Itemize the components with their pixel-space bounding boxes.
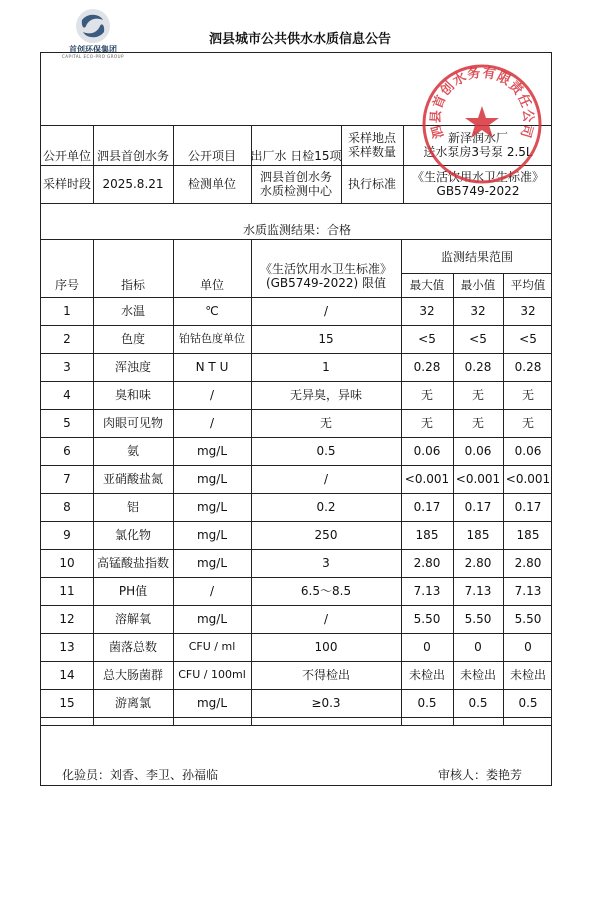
row-indicator: 亚硝酸盐氮 [102, 472, 163, 486]
row-avg: 7.13 [514, 584, 542, 598]
header-unit: 单位 [199, 278, 224, 292]
testing-unit [251, 165, 341, 203]
publisher-value: 泗县首创水务 [96, 149, 169, 163]
row-indicator: 高锰酸盐指数 [96, 556, 169, 570]
row-unit: / [209, 584, 215, 598]
org-name-en: CAPITAL ECO-PRO GROUP [62, 54, 124, 59]
row-avg: 未检出 [509, 668, 546, 682]
row-avg: 2.80 [514, 556, 542, 570]
row-avg: 0 [524, 640, 532, 654]
row-indicator: 浑浊度 [114, 360, 151, 374]
official-seal [418, 60, 546, 188]
result-summary: 水质监测结果：合格 [242, 223, 351, 237]
row-indicator: 色度 [120, 332, 145, 346]
header-indicator: 指标 [120, 278, 145, 292]
row-no: 9 [63, 528, 71, 542]
header-limit-2: (GB5749-2022) 限值 [265, 276, 387, 290]
row-unit: CFU / 100ml [178, 668, 246, 681]
row-indicator: 铝 [126, 500, 139, 514]
testers: 化验员：刘香、李卫、孙福临 [62, 768, 219, 782]
time-value: 2025.8.21 [102, 177, 164, 191]
row-max: 0.06 [413, 444, 441, 458]
time-label: 采样时段 [42, 177, 91, 191]
row-min: 0 [474, 640, 482, 654]
standard-1: 《生活饮用水卫生标准》 [411, 170, 544, 184]
row-avg: 5.50 [514, 612, 542, 626]
row-avg: 无 [521, 388, 534, 402]
row-unit: CFU / ml [188, 640, 236, 653]
row-max: 无 [420, 388, 433, 402]
row-min: 无 [471, 416, 484, 430]
row-indicator: PH值 [118, 584, 148, 598]
row-avg: 185 [516, 528, 540, 542]
row-max: 7.13 [413, 584, 441, 598]
header-range: 监测结果范围 [440, 250, 513, 264]
row-max: 0 [423, 640, 431, 654]
row-limit: 3 [322, 556, 330, 570]
row-avg: 无 [521, 416, 534, 430]
row-unit: / [209, 416, 215, 430]
row-avg: 0.06 [514, 444, 542, 458]
row-avg: <5 [519, 332, 537, 346]
sample-label-2: 采样数量 [347, 145, 396, 159]
row-max: 32 [419, 304, 435, 318]
row-no: 2 [63, 332, 71, 346]
row-indicator: 臭和味 [114, 388, 151, 402]
row-max: 2.80 [413, 556, 441, 570]
row-no: 5 [63, 416, 71, 430]
row-max: 0.28 [413, 360, 441, 374]
row-min: 5.50 [464, 612, 492, 626]
row-no: 6 [63, 444, 71, 458]
row-indicator: 氨 [126, 444, 139, 458]
row-min: 0.5 [468, 696, 488, 710]
row-max: 0.5 [417, 696, 437, 710]
row-unit: / [209, 388, 215, 402]
row-max: 0.17 [413, 500, 441, 514]
row-limit: 0.2 [316, 500, 336, 514]
row-max: 5.50 [413, 612, 441, 626]
row-no: 7 [63, 472, 71, 486]
row-limit: 1 [322, 360, 330, 374]
header-no: 序号 [54, 278, 79, 292]
row-min: 32 [470, 304, 486, 318]
sample-label-1: 采样地点 [347, 131, 396, 145]
row-min: 0.06 [464, 444, 492, 458]
sample-value-1: 新泽润水厂 [447, 131, 508, 145]
row-avg: 32 [520, 304, 536, 318]
row-indicator: 游离氯 [114, 696, 151, 710]
row-unit: mg/L [196, 612, 228, 626]
row-indicator: 菌落总数 [108, 640, 157, 654]
row-no: 13 [59, 640, 75, 654]
row-unit: mg/L [196, 696, 228, 710]
standard-label: 执行标准 [347, 177, 396, 191]
item-value: 出厂水 日检15项 [250, 149, 342, 163]
row-avg: 0.28 [514, 360, 542, 374]
row-unit: mg/L [196, 472, 228, 486]
row-unit: mg/L [196, 500, 228, 514]
row-limit: 15 [318, 332, 334, 346]
row-min: 2.80 [464, 556, 492, 570]
row-no: 15 [59, 696, 75, 710]
row-indicator: 肉眼可见物 [102, 416, 163, 430]
row-unit: mg/L [196, 444, 228, 458]
unit-label: 检测单位 [187, 177, 236, 191]
row-indicator: 水温 [120, 304, 145, 318]
row-limit: 0.5 [316, 444, 336, 458]
standard-2: GB5749-2022 [436, 184, 520, 198]
sample-labels [341, 125, 403, 165]
row-no: 14 [59, 668, 75, 682]
row-limit: 250 [314, 528, 338, 542]
item-label: 公开项目 [187, 149, 236, 163]
header-max: 最大值 [409, 278, 445, 292]
row-no: 4 [63, 388, 71, 402]
row-no: 11 [59, 584, 75, 598]
row-limit: / [323, 472, 329, 486]
header-limit [251, 255, 401, 297]
row-no: 8 [63, 500, 71, 514]
row-limit: 无异臭，异味 [289, 388, 362, 402]
row-limit: 6.5～8.5 [300, 584, 352, 598]
row-limit: 无 [319, 416, 332, 430]
row-indicator: 总大肠菌群 [102, 668, 163, 682]
row-limit: / [323, 612, 329, 626]
testing-unit-1: 泗县首创水务 [259, 170, 332, 184]
row-no: 12 [59, 612, 75, 626]
row-min: 7.13 [464, 584, 492, 598]
row-unit: mg/L [196, 528, 228, 542]
testing-unit-2: 水质检测中心 [259, 184, 332, 198]
row-unit: ℃ [205, 304, 219, 318]
row-no: 1 [63, 304, 71, 318]
row-avg: 0.5 [518, 696, 538, 710]
row-avg: <0.001 [505, 472, 551, 486]
row-unit: N T U [195, 360, 229, 374]
row-limit: 100 [314, 640, 338, 654]
publisher-label: 公开单位 [42, 149, 91, 163]
row-max: 未检出 [408, 668, 445, 682]
row-max: 无 [420, 416, 433, 430]
row-min: 185 [466, 528, 490, 542]
header-limit-1: 《生活饮用水卫生标准》 [259, 262, 392, 276]
header-avg: 平均值 [510, 278, 546, 292]
sample-value-2: 送水泵房3号泵 2.5L [423, 145, 533, 159]
row-unit: mg/L [196, 556, 228, 570]
row-indicator: 溶解氧 [114, 612, 151, 626]
row-max: <5 [418, 332, 436, 346]
header-min: 最小值 [460, 278, 496, 292]
row-limit: 不得检出 [301, 668, 350, 682]
row-limit: / [323, 304, 329, 318]
row-avg: 0.17 [514, 500, 542, 514]
row-min: 未检出 [459, 668, 496, 682]
row-min: 0.17 [464, 500, 492, 514]
row-indicator: 氯化物 [114, 528, 151, 542]
org-name: 首创环保集团 [69, 45, 117, 54]
row-unit: 铂钴色度单位 [179, 332, 245, 345]
page-title: 泗县城市公共供水水质信息公告 [208, 32, 391, 47]
reviewer: 审核人：娄艳芳 [438, 768, 523, 782]
row-min: 无 [471, 388, 484, 402]
seal-text: 泗县首创水务有限责任公司 [428, 65, 536, 141]
row-min: <0.001 [455, 472, 501, 486]
row-min: 0.28 [464, 360, 492, 374]
row-no: 10 [59, 556, 75, 570]
row-max: <0.001 [404, 472, 450, 486]
row-max: 185 [415, 528, 439, 542]
row-min: <5 [469, 332, 487, 346]
row-no: 3 [63, 360, 71, 374]
row-limit: ≥0.3 [311, 696, 341, 710]
